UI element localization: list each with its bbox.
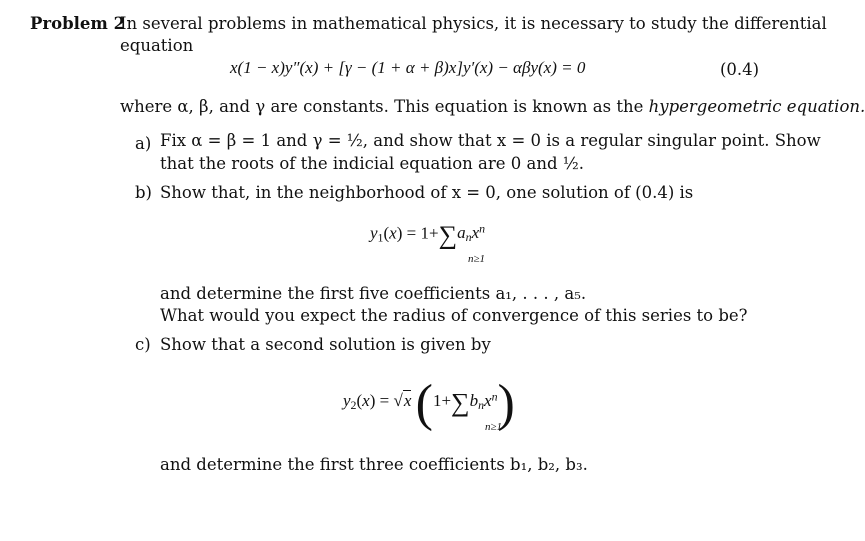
part-b-marker: b) (135, 183, 152, 202)
part-a-line-2: that the roots of the indicial equation are 0 and ½. (160, 154, 584, 173)
part-b-line-3: What would you expect the radius of convergence of this series to be? (160, 306, 748, 325)
intro-line-2: equation (120, 36, 194, 55)
y1-equation: $y_1(x) = 1+\sum a_nx^n$ (370, 220, 486, 250)
part-b-line-2: and determine the first five coefficients a₁, . . . , a₅. (160, 284, 587, 303)
y1-sum-index: n≥1 (468, 253, 486, 265)
hypergeometric-equation: x(1 − x)y″(x) + [γ − (1 + α + β)x]y′(x) − αβy(x) = 0 (230, 58, 586, 77)
part-c-marker: c) (135, 335, 151, 354)
part-c-line-1: Show that a second solution is given by (160, 335, 491, 354)
intro-line-1: In several problems in mathematical physics, it is necessary to study the differential (120, 14, 827, 33)
equation-label: (0.4) (720, 60, 760, 79)
problem-heading: Problem 2 (30, 14, 126, 33)
part-b-line-1: Show that, in the neighborhood of x = 0, one solution of (0.4) is (160, 183, 694, 202)
where-sentence (120, 97, 865, 116)
where-text: where α, β, and γ are constants. This equation is known as the (120, 97, 644, 116)
part-a-line-1: Fix α = β = 1 and γ = ½, and show that x = 0 is a regular singular point. Show (160, 131, 821, 150)
part-a-marker: a) (135, 134, 152, 153)
hypergeometric-term: hypergeometric equation. (648, 97, 865, 116)
y2-sum-index: n≥1 (485, 421, 503, 433)
part-c-line-2: and determine the first three coefficients b₁, b₂, b₃. (160, 455, 588, 474)
y2-equation: $y_2(x) = √x$ $(1+\sum b_nx^n)$ (343, 375, 515, 432)
